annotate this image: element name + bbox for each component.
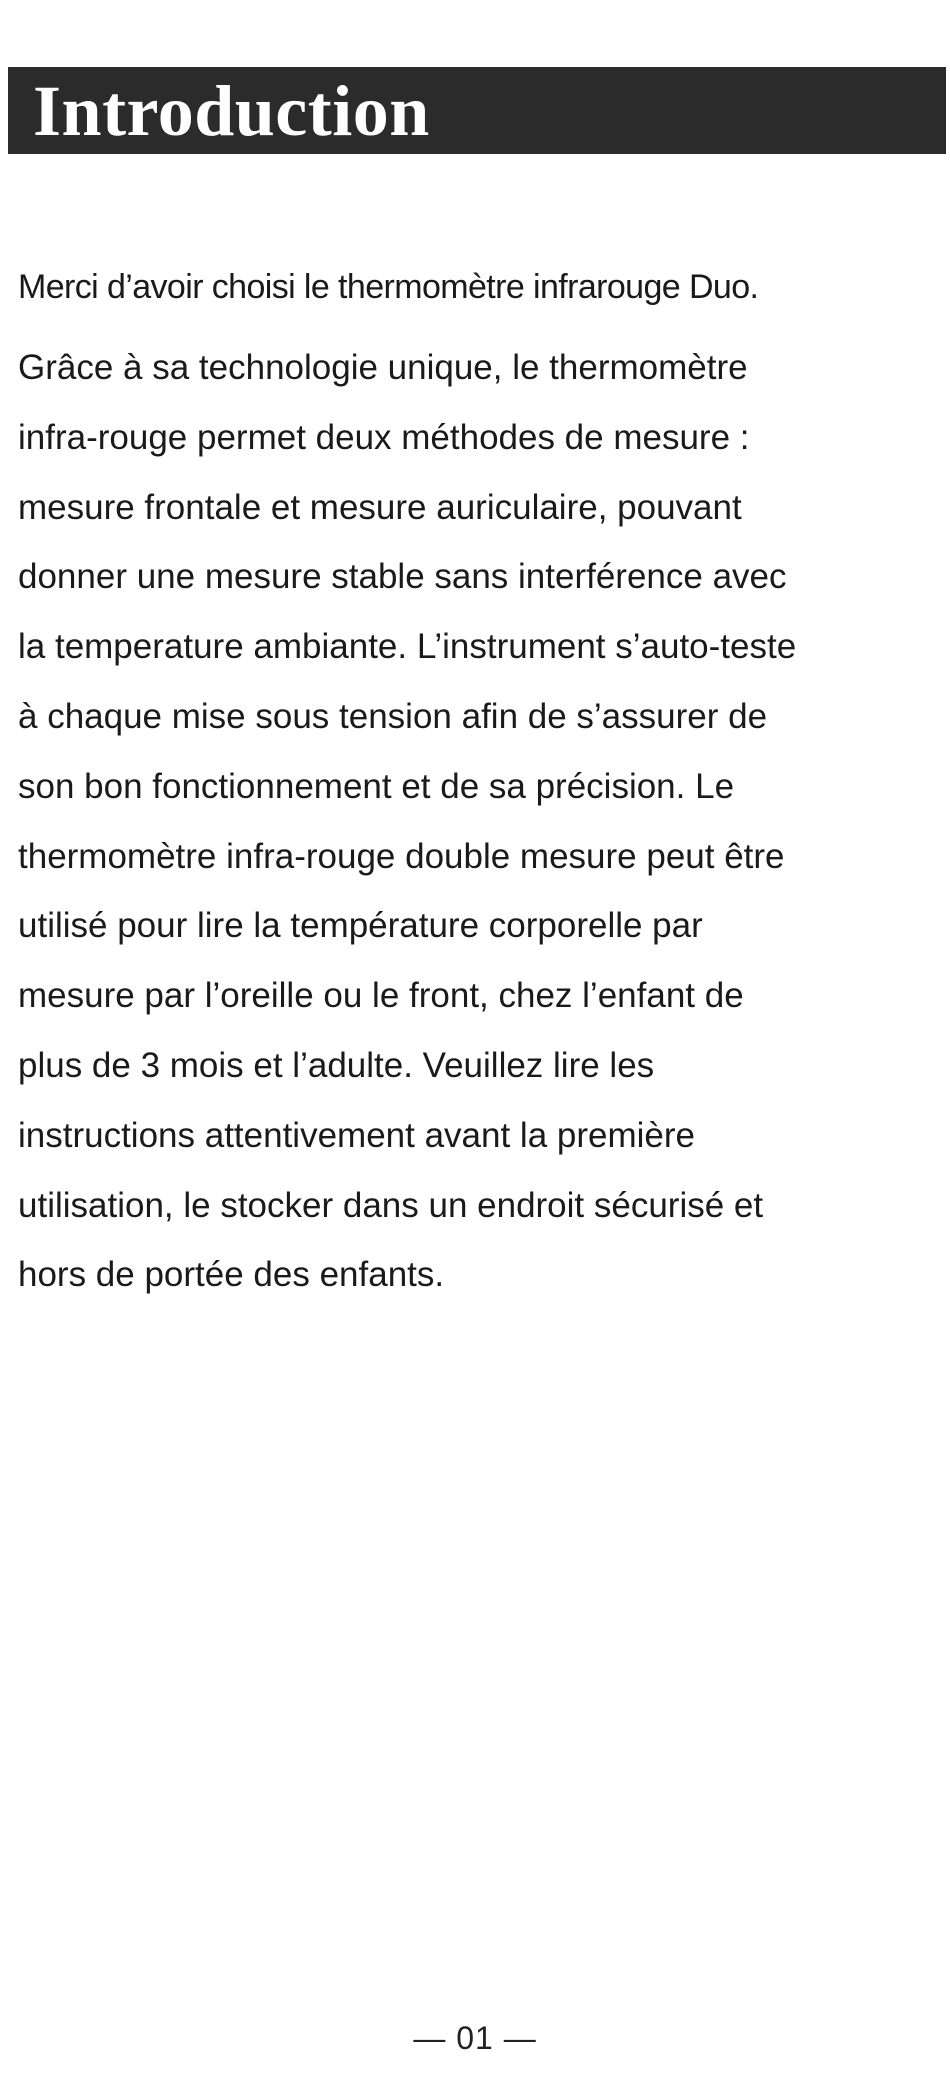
paragraph-line: à chaque mise sous tension afin de s’assurer de [18,696,768,736]
paragraph-line: plus de 3 mois et l’adulte. Veuillez lire les [18,1045,655,1085]
paragraph-line: infra-rouge permet deux méthodes de mesure : [18,417,750,457]
paragraph-line: utilisation, le stocker dans un endroit sécurisé et [18,1185,764,1225]
paragraph-line: mesure par l’oreille ou le front, chez l’enfant de [18,976,744,1016]
paragraph-line: donner une mesure stable sans interférence avec [18,557,787,597]
body-paragraph [18,333,938,1310]
paragraph-line: Grâce à sa technologie unique, le thermomètre [18,348,748,387]
paragraph-line: son bon fonctionnement et de sa précision. Le [18,766,735,806]
page-title: Introduction [33,70,430,151]
paragraph-line: instructions attentivement avant la première [18,1115,695,1155]
paragraph-line: la temperature ambiante. L’instrument s’auto-teste [18,627,797,667]
page-number: — 01 — [413,2020,537,2056]
paragraph-line: mesure frontale et mesure auriculaire, pouvant [18,487,742,527]
paragraph-line: hors de portée des enfants. [18,1255,445,1295]
intro-sentence: Merci d’avoir choisi le thermomètre infrarouge Duo. [18,268,759,306]
paragraph-line: thermomètre infra-rouge double mesure peut être [18,836,785,876]
paragraph-line: utilisé pour lire la température corporelle par [18,906,703,946]
section-title-bar [8,67,946,154]
